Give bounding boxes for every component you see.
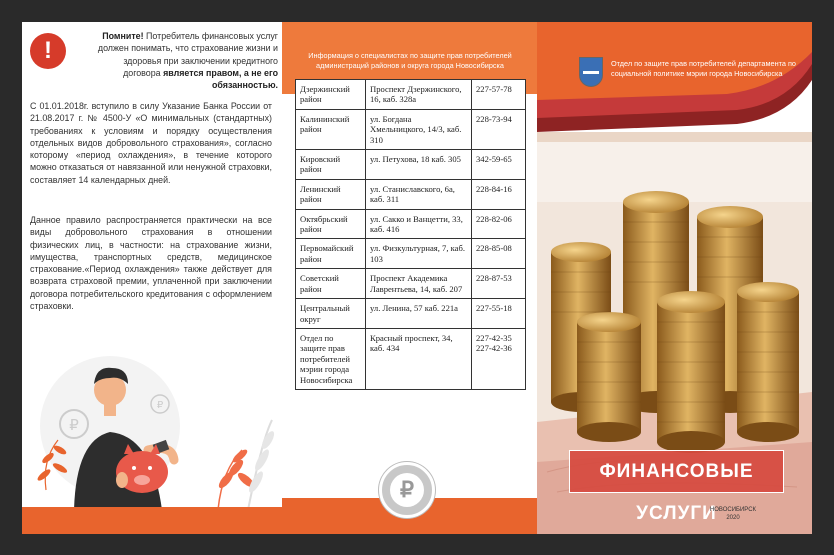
address-cell: Красный проспект, 34, каб. 434: [366, 328, 472, 389]
city-and-year: [683, 506, 783, 522]
remember-bold: Помните!: [102, 31, 144, 41]
address-cell: Проспект Академика Лаврентьева, 14, каб. 207: [366, 269, 472, 299]
panel-middle: [282, 22, 537, 534]
orange-footer-band: [22, 507, 282, 534]
exclamation-icon: !: [30, 33, 66, 69]
coin-stack: [737, 282, 799, 442]
insurance-rule-paragraph: Данное правило распространяется практически на все виды добровольного страхования в отношении физических лиц, в частности: на страхование жизни, имущества, транспортных средств, медицинское страхование.«Период охлаждения» также действует для возврата страховой премии, уплаченной при заключении договора потребительского кредитования с оформлением страховки.: [30, 215, 272, 312]
phone-cell: 227-55-18: [472, 299, 526, 329]
address-cell: ул. Физкультурная, 7, каб. 103: [366, 239, 472, 269]
specialists-table: [295, 79, 526, 390]
table-row: [296, 80, 526, 110]
address-cell: ул. Станиславского, 6а, каб. 311: [366, 179, 472, 209]
phone-cell: 228-82-06: [472, 209, 526, 239]
brochure-title: ФИНАНСОВЫЕ УСЛУГИ: [569, 450, 784, 493]
remember-text: Потребитель финансовых услуг должен понимать, что страхование жизни и здоровья при заключении кредитного договора: [97, 31, 278, 78]
district-cell: Кировский район: [296, 150, 366, 180]
district-cell: Советский район: [296, 269, 366, 299]
panel-left: [22, 22, 282, 534]
address-cell: ул. Сакко и Ванцетти, 33, каб. 416: [366, 209, 472, 239]
phone-cell: 228-73-94: [472, 109, 526, 149]
department-header: Отдел по защите прав потребителей департамента по социальной политике мэрии города Новосибирска: [611, 59, 796, 78]
city-name: НОВОСИБИРСК: [709, 507, 757, 513]
phone-cell: 227-42-35 227-42-36: [472, 328, 526, 389]
district-cell: Отдел по защите прав потребителей мэрии города Новосибирска: [296, 328, 366, 389]
district-cell: Центральный округ: [296, 299, 366, 329]
address-cell: ул. Петухова, 18 каб. 305: [366, 150, 472, 180]
ruble-sign-icon: ₽: [390, 473, 424, 507]
coin-stack: [657, 291, 725, 453]
ruble-coin: [379, 462, 435, 518]
man-with-piggy-bank-illustration: [22, 340, 282, 510]
phone-cell: 228-85-08: [472, 239, 526, 269]
phone-cell: 228-84-16: [472, 179, 526, 209]
district-cell: Октябрьский район: [296, 209, 366, 239]
specialists-header: Информация о специалистах по защите прав потребителей администраций районов и округа города Новосибирска: [308, 51, 512, 70]
phone-cell: 228-87-53: [472, 269, 526, 299]
district-cell: Первомайский район: [296, 239, 366, 269]
address-cell: ул. Богдана Хмельницкого, 14/3, каб. 310: [366, 109, 472, 149]
table-row: [296, 328, 526, 389]
svg-text:₽: ₽: [156, 400, 164, 411]
brochure-spread: [22, 22, 812, 534]
svg-text:₽: ₽: [69, 416, 79, 434]
district-cell: Калининский район: [296, 109, 366, 149]
phone-cell: 227-57-78: [472, 80, 526, 110]
phone-cell: 342-59-65: [472, 150, 526, 180]
table-row: [296, 109, 526, 149]
remember-note: [88, 30, 278, 91]
publication-year: 2020: [726, 515, 740, 521]
remember-emphasis: является правом, а не его обязанностью.: [163, 67, 278, 91]
cooling-period-paragraph: С 01.01.2018г. вступило в силу Указание Банка России от 21.08.2017 г. № 4500-У «О минимальных (стандартных) требованиях к условиям и порядку осуществления отдельных видов добровольного страхования», согласно которому «период охлаждения», в течение которого можно отказаться от навязанной или ненужной страховки, составляет 14 календарных дней.: [30, 101, 272, 185]
table-row: [296, 239, 526, 269]
district-cell: Ленинский район: [296, 179, 366, 209]
table-row: [296, 209, 526, 239]
panel-cover: [537, 22, 812, 534]
table-row: [296, 299, 526, 329]
coin-stack: [577, 312, 641, 442]
district-cell: Дзержинский район: [296, 80, 366, 110]
table-row: [296, 150, 526, 180]
table-row: [296, 179, 526, 209]
address-cell: Проспект Дзержинского, 16, каб. 328а: [366, 80, 472, 110]
address-cell: ул. Ленина, 57 каб. 221а: [366, 299, 472, 329]
table-row: [296, 269, 526, 299]
city-coat-of-arms-icon: [579, 57, 603, 87]
